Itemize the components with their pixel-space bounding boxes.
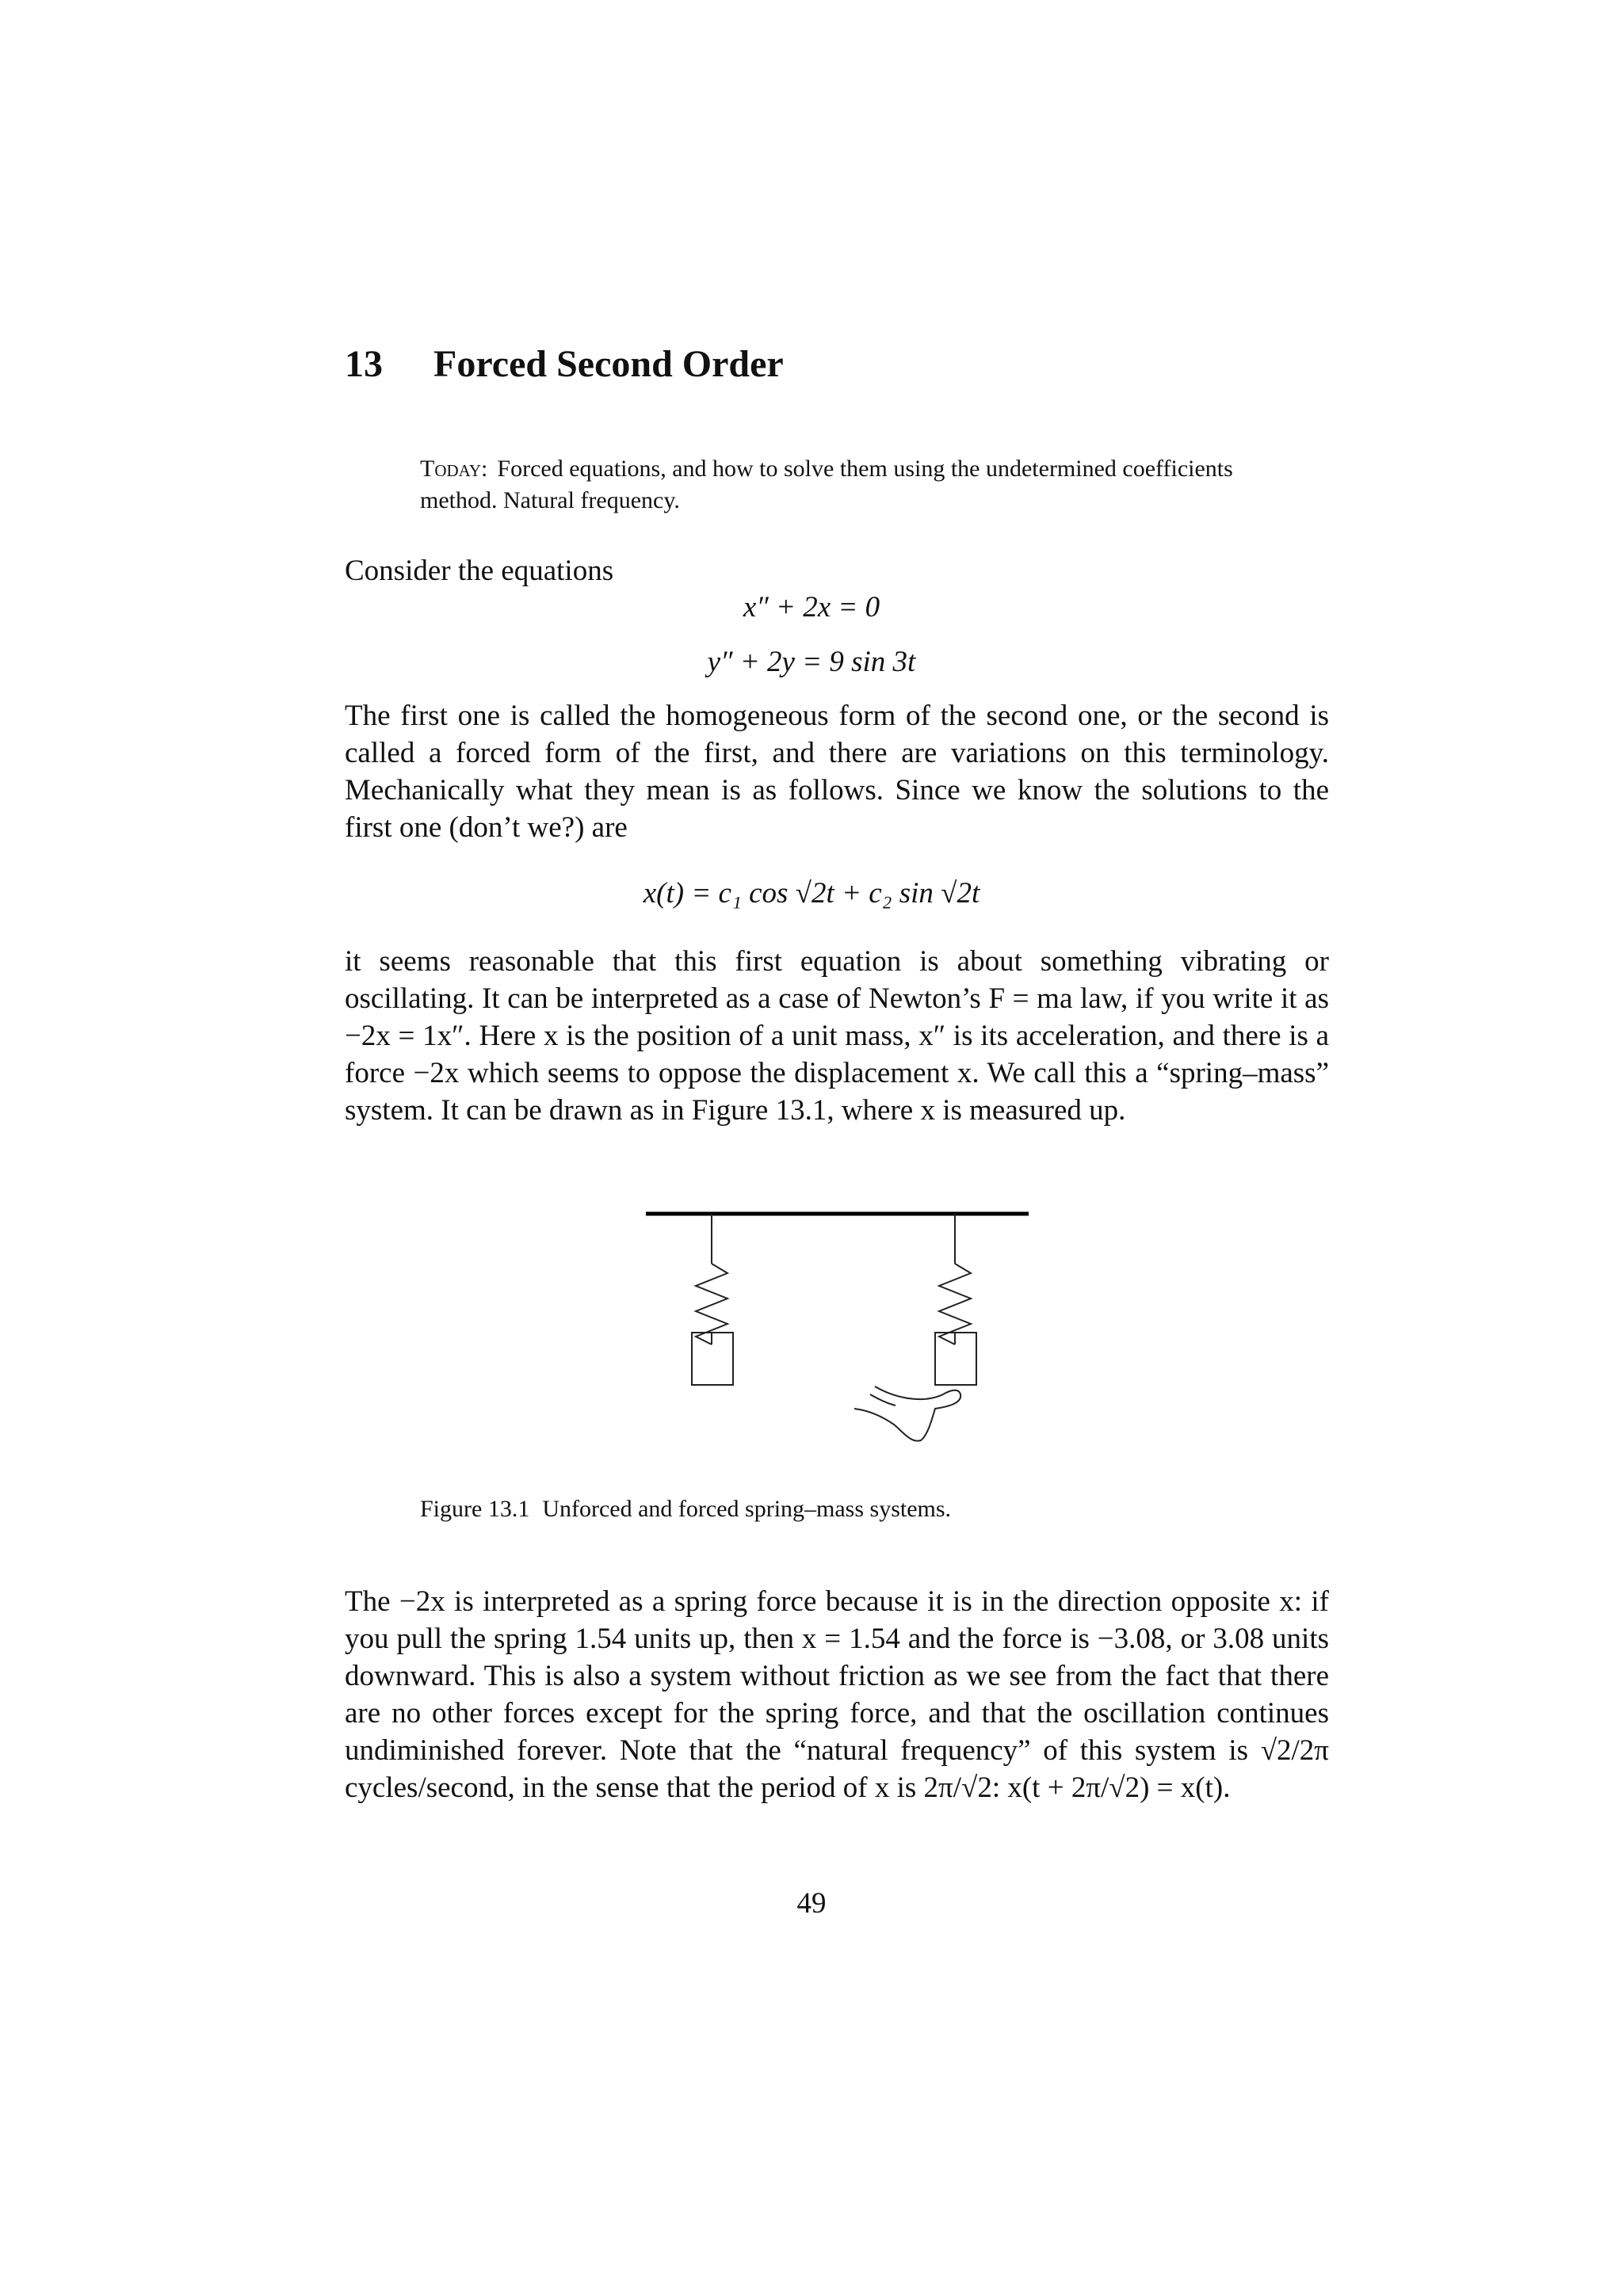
figure-caption-text: Unforced and forced spring–mass systems. — [542, 1496, 952, 1522]
abstract-text: Forced equations, and how to solve them using the undetermined coefficients method. Natural frequency. — [420, 456, 1233, 513]
figure-caption — [420, 1496, 951, 1523]
abstract-label: Today: — [420, 456, 488, 482]
solution-equation: x(t) = c₁ cos √2t + c₂ sin √2t — [643, 877, 980, 910]
paragraph-3-text: The −2x is interpreted as a spring force because it is in the direction opposite x: if you pull the spring 1.54 units up, then x = 1.54 and the force is −3.08, or 3.08 units downward. This is also a system without friction as we see from the fact that there are no other forces except for the spring force, and that the oscillation continues undiminished forever. Note that the “natural frequency” of this system is √2/2π cycles/second, in the sense that the period of x is 2π/√2: x(t + 2π/√2) = x(t). — [345, 1585, 1329, 1804]
equation-2: y″ + 2y = 9 sin 3t — [707, 646, 916, 678]
unforced-spring — [696, 1214, 727, 1344]
intro-text: Consider the equations — [345, 555, 614, 587]
paragraph-2-text: it seems reasonable that this first equation is about something vibrating or oscillating. It can be interpreted as a case of Newton’s F = ma law, if you write it as −2x = 1x″. Here x is the position of a unit mass, x″ is its acceleration, and there is a force −2x which seems to oppose the displacement x. We call this a “spring–mass” system. It can be drawn as in Figure 13.1, where x is measured up. — [345, 945, 1329, 1127]
paragraph-3 — [345, 1583, 1329, 1806]
equation-1: x″ + 2x = 0 — [743, 591, 880, 624]
page-number: 49 — [796, 1887, 827, 1920]
section-title: Forced Second Order — [433, 343, 784, 385]
forced-spring — [939, 1214, 971, 1344]
paragraph-1-text: The first one is called the homogeneous form of the second one, or the second is called a forced form of the first, and there are variations on this terminology. Mechanically what they mean is as follows. Since we know the solutions to the first one (don’t we?) are — [345, 700, 1329, 844]
section-number: 13 — [345, 343, 383, 385]
figure-number: Figure 13.1 — [420, 1496, 530, 1522]
foot-detail — [870, 1394, 896, 1405]
